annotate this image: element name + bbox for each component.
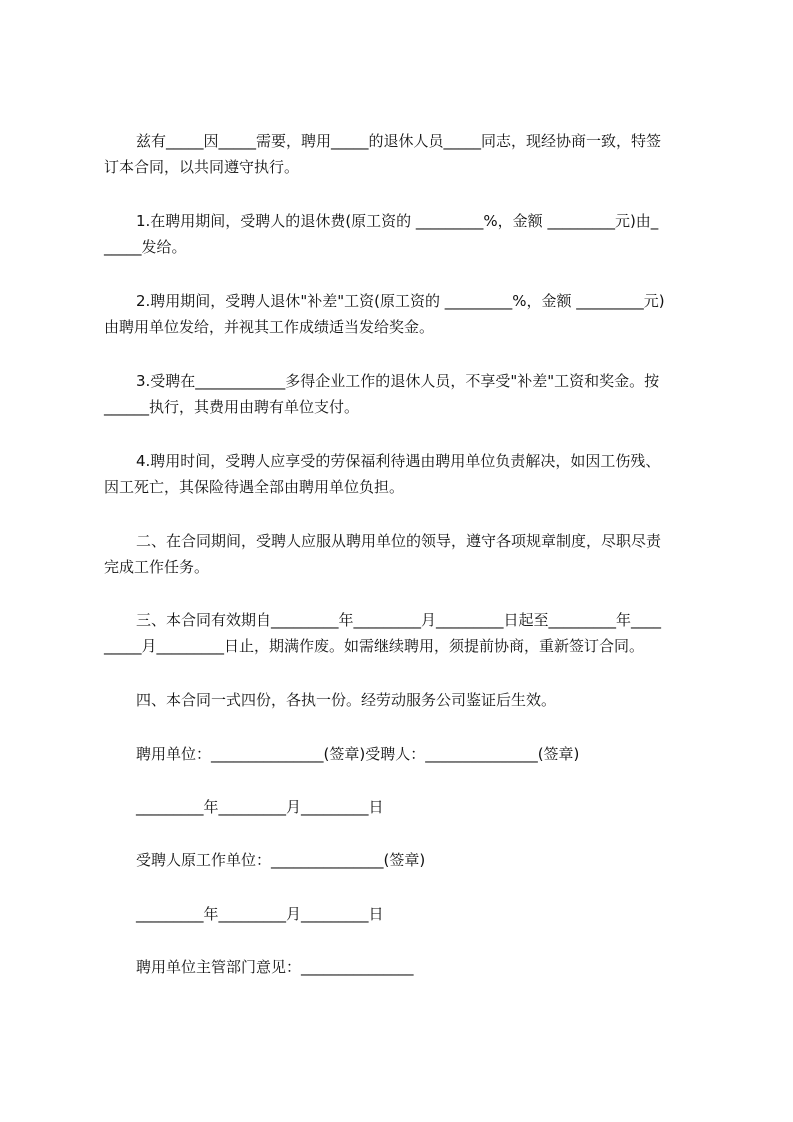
opening-line-1: 兹有_____因_____需要，聘用_____的退休人员_____同志，现经协商一致，特签 [136, 132, 662, 150]
section-2-line-1: 二、在合同期间，受聘人应服从聘用单位的领导，遵守各项规章制度，尽职尽责 [136, 532, 662, 550]
section-2-obligations [104, 528, 704, 580]
clause-1-line-1: 1.在聘用期间，受聘人的退休费(原工资的 _________%，金额 _________元)由_ [136, 212, 659, 230]
section-2-line-2: 完成工作任务。 [104, 558, 210, 576]
section-3-line-1: 三、本合同有效期自_________年_________月_________日起至_________年____ [136, 611, 662, 629]
signature-employer-employee [104, 741, 704, 767]
date-line-1-text: _________年_________月_________日 [136, 798, 384, 816]
clause-1-line-2: _____发给。 [104, 238, 187, 256]
date-line-2 [104, 901, 704, 927]
section-4-copies [104, 687, 704, 713]
clause-3-line-2: ______执行，其费用由聘有单位支付。 [104, 398, 360, 416]
clause-2-line-2: 由聘用单位发给，并视其工作成绩适当发给奖金。 [104, 318, 435, 336]
clause-3-line-1: 3.受聘在____________多得企业工作的退休人员，不享受"补差"工资和奖金。按 [136, 372, 660, 390]
signature-line-2: 受聘人原工作单位：_______________(签章) [136, 851, 426, 869]
opening-line-2: 订本合同，以共同遵守执行。 [104, 158, 300, 176]
section-3-line-2: _____月_________日止，期满作废。如需继续聘用，须提前协商，重新签订合同。 [104, 637, 645, 655]
clause-2-supplement-pay [104, 288, 704, 340]
clause-1-retirement-pay [104, 208, 704, 260]
date-line-1 [104, 794, 704, 820]
supervising-department-opinion [104, 954, 704, 980]
section-4-line: 四、本合同一式四份，各执一份。经劳动服务公司鉴证后生效。 [136, 691, 557, 709]
clause-3-enterprise-retirees [104, 368, 704, 420]
clause-2-line-1: 2.聘用期间，受聘人退休"补差"工资(原工资的 _________%，金额 _________元) [136, 292, 665, 310]
supervisor-opinion-line: 聘用单位主管部门意见：_______________ [136, 958, 414, 976]
clause-4-welfare [104, 448, 704, 500]
clause-4-line-2: 因工死亡，其保险待遇全部由聘用单位负担。 [104, 478, 405, 496]
clause-4-line-1: 4.聘用时间，受聘人应享受的劳保福利待遇由聘用单位负责解决，如因工伤残、 [136, 452, 661, 470]
signature-line-1: 聘用单位：_______________(签章)受聘人：_______________(签章) [136, 745, 580, 763]
section-3-validity-period [104, 607, 704, 659]
opening-paragraph [104, 128, 704, 180]
date-line-2-text: _________年_________月_________日 [136, 905, 384, 923]
signature-original-employer [104, 847, 704, 873]
